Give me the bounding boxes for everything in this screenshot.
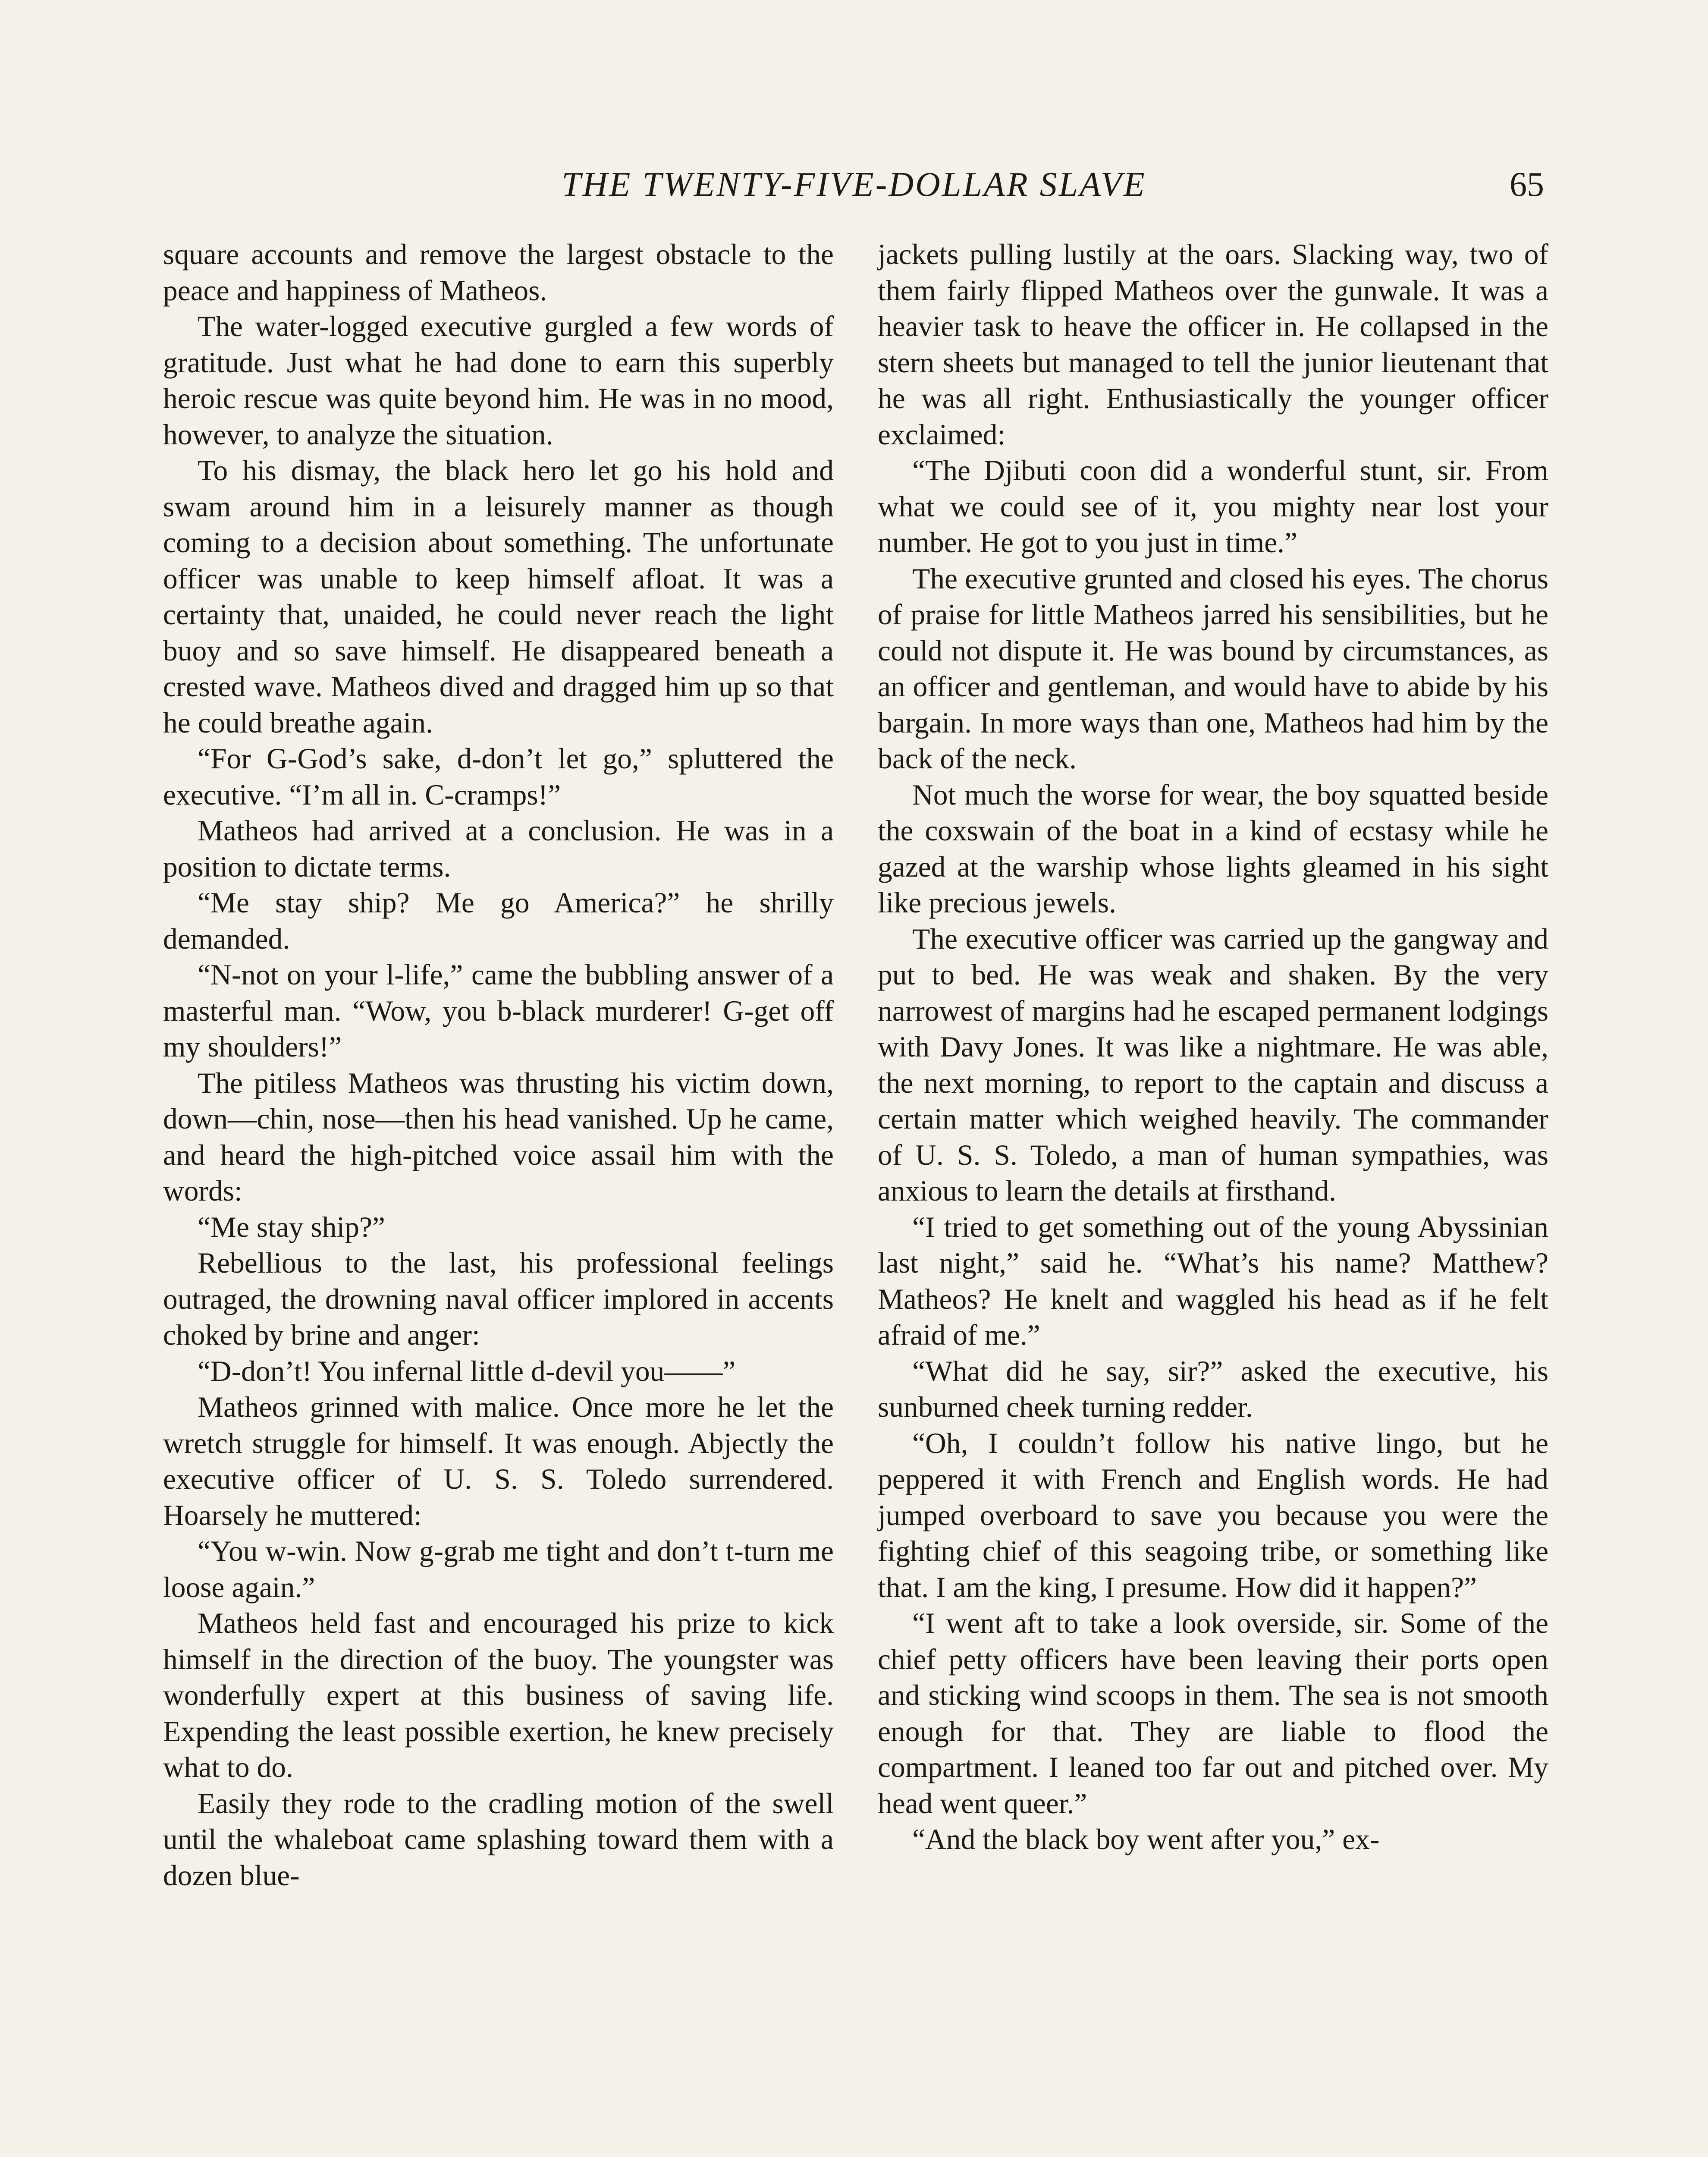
paragraph: “I tried to get something out of the young Abyssinian last night,” said he. “What’s his name? Matthew? Matheos? He knelt and waggled his head as if he felt afraid of me.” xyxy=(878,1211,1548,1351)
paragraph: Not much the worse for wear, the boy squatted beside the coxswain of the boat in a kind of ecstasy while he gazed at the warship whose lights gleamed in his sight like precious jewels. xyxy=(878,778,1548,919)
paragraph: jackets pulling lustily at the oars. Slacking way, two of them fairly flipped Matheos over the gunwale. It was a heavier task to heave the officer in. He collapsed in the stern sheets but managed to tell the junior lieutenant that he was all right. Enthusiastically the younger officer exclaimed: xyxy=(878,238,1548,451)
right-column xyxy=(878,236,1548,1858)
paragraph: “What did he say, sir?” asked the executive, his sunburned cheek turning redder. xyxy=(878,1355,1548,1423)
paragraph: Matheos grinned with malice. Once more he let the wretch struggle for himself. It was enough. Abjectly the executive officer of U. S. S. Toledo surrendered. Hoarsely he muttered: xyxy=(163,1391,834,1531)
paragraph: Matheos had arrived at a conclusion. He was in a position to dictate terms. xyxy=(163,814,834,883)
paragraph: The pitiless Matheos was thrusting his victim down, down—chin, nose—then his head vanished. Up he came, and heard the high-pitched voice assail him with the words: xyxy=(163,1066,834,1207)
paragraph: The water-logged executive gurgled a few words of gratitude. Just what he had done to earn this superbly heroic rescue was quite beyond him. He was in no mood, however, to analyze the situation. xyxy=(163,310,834,451)
paragraph: “N-not on your l-life,” came the bubbling answer of a masterful man. “Wow, you b-black murderer! G-get off my shoulders!” xyxy=(163,959,834,1063)
paragraph: “D-don’t! You infernal little d-devil you——” xyxy=(198,1355,736,1387)
running-title: THE TWENTY-FIVE-DOLLAR SLAVE xyxy=(562,166,1146,204)
page-number: 65 xyxy=(1510,166,1544,204)
paragraph: “I went aft to take a look overside, sir. Some of the chief petty officers have been leaving their ports open and sticking wind scoops in them. The sea is not smooth enough for that. They are liable to flood the compartment. I leaned too far out and pitched over. My head went queer.” xyxy=(878,1607,1548,1820)
paragraph: The executive officer was carried up the gangway and put to bed. He was weak and shaken. By the very narrowest of margins had he escaped permanent lodgings with Davy Jones. It was like a nightmare. He was able, the next morning, to report to the captain and discuss a certain matter which weighed heavily. The commander of U. S. S. Toledo, a man of human sympathies, was anxious to learn the details at firsthand. xyxy=(878,922,1548,1207)
paragraph: The executive grunted and closed his eyes. The chorus of praise for little Matheos jarred his sensibilities, but he could not dispute it. He was bound by circumstances, as an officer and gentleman, and would have to abide by his bargain. In more ways than one, Matheos had him by the back of the neck. xyxy=(878,562,1548,775)
paragraph: Matheos held fast and encouraged his prize to kick himself in the direction of the buoy. The youngster was wonderfully expert at this business of saving life. Expending the least possible exertion, he knew precisely what to do. xyxy=(163,1607,834,1783)
page-header xyxy=(164,163,1544,206)
paragraph: “Me stay ship? Me go America?” he shrilly demanded. xyxy=(163,887,834,955)
paragraph: “Oh, I couldn’t follow his native lingo, but he peppered it with French and English words. He had jumped overboard to save you because you were the fighting chief of this seagoing tribe, or something like that. I am the king, I presume. How did it happen?” xyxy=(878,1427,1548,1604)
paragraph: “Me stay ship?” xyxy=(198,1211,385,1243)
paragraph: Rebellious to the last, his professional feelings outraged, the drowning naval officer implored in accents choked by brine and anger: xyxy=(163,1247,834,1351)
paragraph: “And the black boy went after you,” ex- xyxy=(912,1823,1380,1855)
paragraph: “The Djibuti coon did a wonderful stunt, sir. From what we could see of it, you mighty near lost your number. He got to you just in time.” xyxy=(878,454,1548,559)
paragraph: “You w-win. Now g-grab me tight and don’t t-turn me loose again.” xyxy=(163,1535,834,1604)
left-column xyxy=(163,236,834,1893)
paragraph: “For G-God’s sake, d-don’t let go,” spluttered the executive. “I’m all in. C-cramps!” xyxy=(163,742,834,811)
paragraph: Easily they rode to the cradling motion of the swell until the whaleboat came splashing toward them with a dozen blue- xyxy=(163,1787,834,1892)
paragraph: square accounts and remove the largest obstacle to the peace and happiness of Matheos. xyxy=(163,238,834,307)
paragraph: To his dismay, the black hero let go his hold and swam around him in a leisurely manner as though coming to a decision about something. The unfortunate officer was unable to keep himself afloat. It was a certainty that, unaided, he could never reach the light buoy and so save himself. He disappeared beneath a crested wave. Matheos dived and dragged him up so that he could breathe again. xyxy=(163,454,834,739)
